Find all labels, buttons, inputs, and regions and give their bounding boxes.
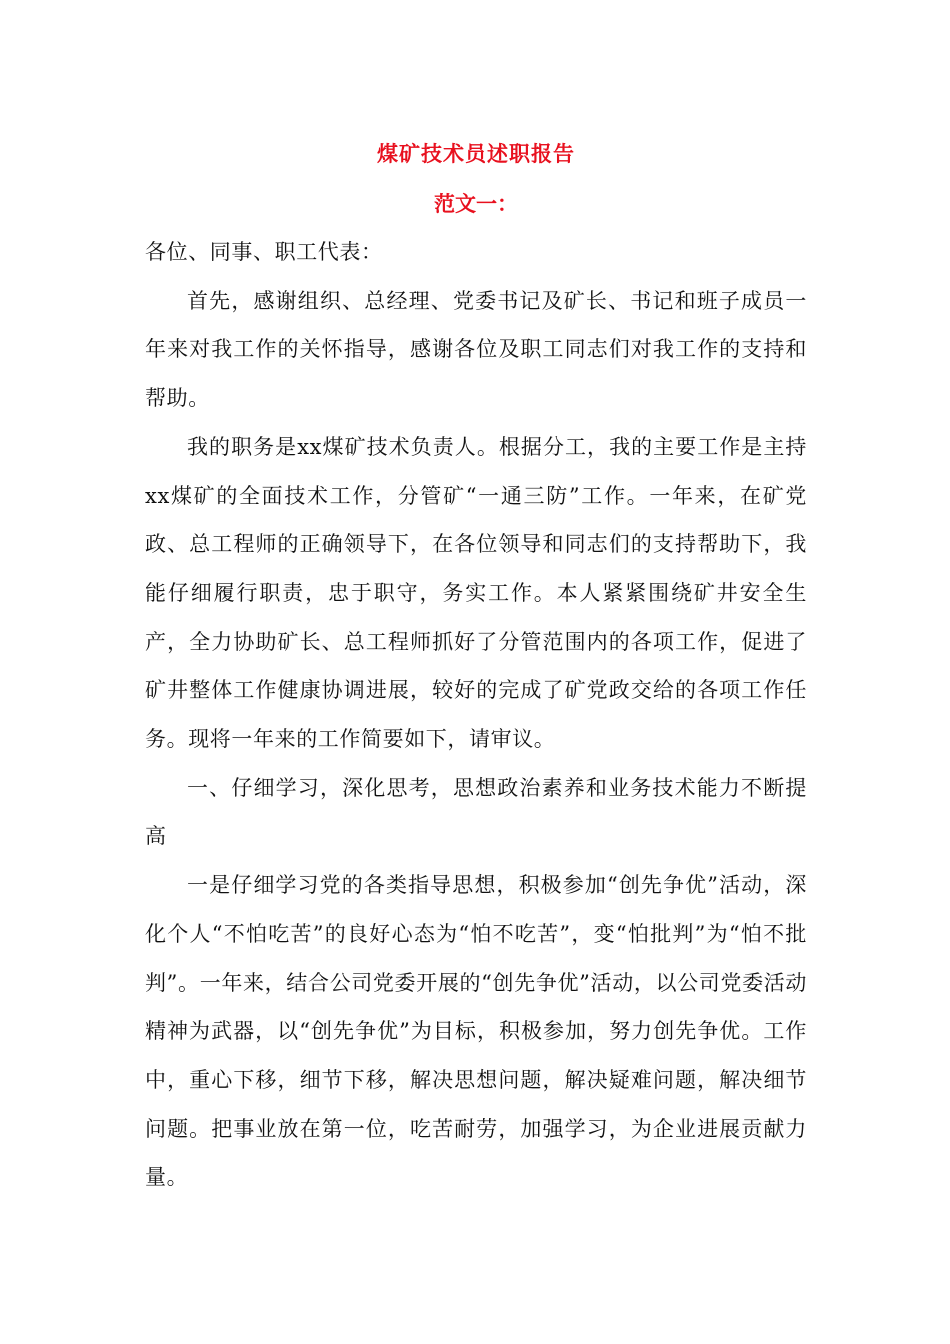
document-title: 煤矿技术员述职报告 (377, 142, 575, 166)
section-heading-1: 一、仔细学习，深化思考，思想政治素养和业务技术能力不断提高 (145, 775, 807, 849)
paragraph-duties: 我的职务是xx煤矿技术负责人。根据分工，我的主要工作是主持xx煤矿的全面技术工作，分管矿“一通三防”工作。一年来，在矿党政、总工程师的正确领导下，在各位领导和同志们的支持帮助下，我能仔细履行职责，忠于职守，务实工作。本人紧紧围绕矿井安全生产，全力协助矿长、总工程师抓好了分管范围内的各项工作，促进了矿井整体工作健康协调进展，较好的完成了矿党政交给的各项工作任务。现将一年来的工作简要如下，请审议。 (145, 434, 807, 752)
document-subtitle: 范文一： (434, 192, 518, 216)
paragraph-thanks: 首先，感谢组织、总经理、党委书记及矿长、书记和班子成员一年来对我工作的关怀指导，感谢各位及职工同志们对我工作的支持和帮助。 (145, 288, 807, 411)
paragraph-study: 一是仔细学习党的各类指导思想，积极参加“创先争优”活动，深化个人“不怕吃苦”的良好心态为“怕不吃苦”，变“怕批判”为“怕不批判”。一年来，结合公司党委开展的“创先争优”活动，以公司党委活动精神为武器，以“创先争优”为目标，积极参加，努力创先争优。工作中，重心下移，细节下移，解决思想问题，解决疑难问题，解决细节问题。把事业放在第一位，吃苦耐劳，加强学习，为企业进展贡献力量。 (145, 873, 807, 1190)
salutation: 各位、同事、职工代表： (145, 240, 383, 264)
document-body (145, 128, 807, 1202)
